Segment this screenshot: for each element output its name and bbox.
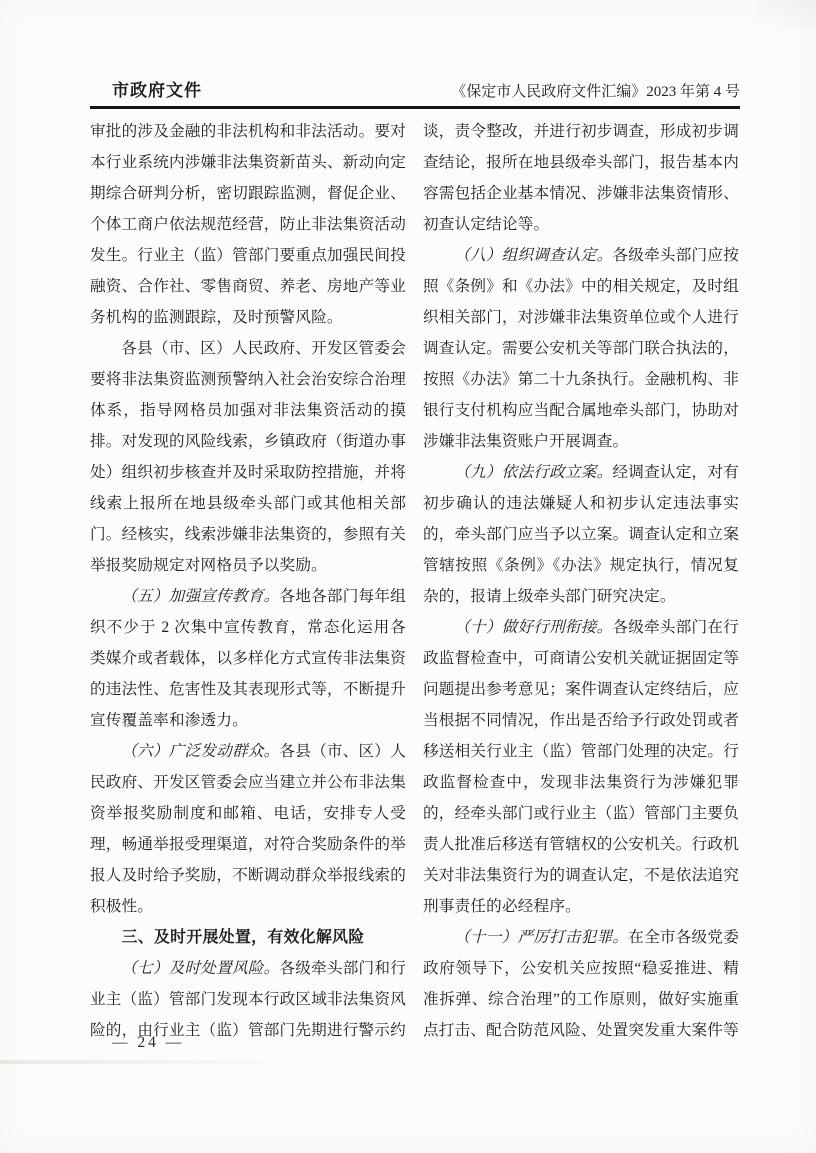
- page-header: [90, 76, 740, 109]
- item-lead-label: （十）做好行刑衔接。: [454, 619, 613, 636]
- paragraph-text: 各级牵头部门应按照《条例》和《办法》中的相关规定，及时组织相关部门，对涉嫌非法集资单位或个人进行调查认定。需要公安机关等部门联合执法的，按照《办法》第二十九条执行。金融机构、非银行支付机构应当配合属地牵头部门，协助对涉嫌非法集资账户开展调查。: [423, 247, 740, 450]
- item-lead-label: （七）及时处置风险。: [121, 960, 280, 977]
- paragraph-text: 经调查认定，对有初步确认的违法嫌疑人和初步认定违法事实的，牵头部门应当予以立案。调查认定和立案管辖按照《条例》《办法》规定执行，情况复杂的，报请上级牵头部门研究决定。: [423, 464, 740, 605]
- paragraph-text: 各级牵头部门和行业主（监）管部门发现本行政区域非法集资风险的，由行业主（监）管部门先期进行警示约: [90, 960, 407, 1039]
- page-number: — 24 —: [112, 1034, 185, 1051]
- paragraph-item-10: [423, 612, 739, 922]
- header-doc-category: 市政府文件: [112, 81, 202, 100]
- paragraph-item-9: [423, 457, 739, 612]
- scan-artifact-corner: [756, 0, 816, 30]
- paragraph-text: 各级牵头部门在行政监督检查中，可商请公安机关就证据固定等问题提出参考意见；案件调查认定终结后，应当根据不同情况，作出是否给予行政处罚或者移送相关行业主（监）管部门处理的决定。行政监督检查中，发现非法集资行为涉嫌犯罪的，经牵头部门或行业主（监）管部门主要负责人批准后移送有管辖权的公安机关。行政机关对非法集资行为的调查认定，不是依法追究刑事责任的必经程序。: [423, 619, 740, 915]
- item-lead-label: （十一）严厉打击犯罪。: [454, 929, 629, 946]
- left-column: [90, 116, 406, 1046]
- paragraph-text: 各县（市、区）人民政府、开发区管委会要将非法集资监测预警纳入社会治安综合治理体系，指导网格员加强对非法集资活动的摸排。对发现的风险线索，乡镇政府（街道办事处）组织初步核查并及时采取防控措施，并将线索上报所在地县级牵头部门或其他相关部门。经核实，线索涉嫌非法集资的，参照有关举报奖励规定对网格员予以奖励。: [90, 340, 406, 574]
- scan-artifact-streak: [0, 1060, 300, 1064]
- paragraph-text: 在全市各级党委政府领导下，公安机关应按照“稳妥推进、精准拆弹、综合治理”的工作原则，做好实施重点打击、配合防范风险、处置突发重大案件等: [423, 929, 740, 1039]
- item-lead-label: （五）加强宣传教育。: [121, 588, 280, 605]
- paragraph-item-7: [90, 953, 406, 1046]
- paragraph-item-11: [423, 922, 739, 1046]
- paragraph-item-5: [90, 581, 406, 736]
- paragraph-continuation: [423, 116, 739, 240]
- paragraph-text: 各地各部门每年组织不少于 2 次集中宣传教育，常态化运用各类媒介或者载体，以多样化方式宣传非法集资的违法性、危害性及其表现形式等，不断提升宣传覆盖率和渗透力。: [90, 588, 407, 729]
- document-body: [90, 116, 740, 1046]
- item-lead-label: （六）广泛发动群众。: [121, 743, 280, 760]
- paragraph-item-6: [90, 736, 406, 922]
- paragraph-text: 谈，责令整改，并进行初步调查，形成初步调查结论，报所在地县级牵头部门，报告基本内容需包括企业基本情况、涉嫌非法集资情形、初查认定结论等。: [423, 123, 739, 233]
- header-compilation-title: 《保定市人民政府文件汇编》2023 年第 4 号: [451, 84, 740, 100]
- paragraph-continuation: [90, 116, 406, 333]
- section-heading: 三、及时开展处置，有效化解风险: [121, 929, 365, 946]
- paragraph-text: 审批的涉及金融的非法机构和非法活动。要对本行业系统内涉嫌非法集资新苗头、新动向定期综合研判分析，密切跟踪监测，督促企业、个体工商户依法规范经营，防止非法集资活动发生。行业主（监）管部门要重点加强民间投融资、合作社、零售商贸、养老、房地产等业务机构的监测跟踪，及时预警风险。: [90, 123, 406, 326]
- right-column: [423, 116, 739, 1046]
- paragraph-item-8: [423, 240, 739, 457]
- paragraph: [90, 333, 406, 581]
- paragraph-text: 各县（市、区）人民政府、开发区管委会应当建立并公布非法集资举报奖励制度和邮箱、电话，安排专人受理，畅通举报受理渠道，对符合奖励条件的举报人及时给予奖励，不断调动群众举报线索的积极性。: [90, 743, 407, 915]
- item-lead-label: （九）依法行政立案。: [454, 464, 613, 481]
- item-lead-label: （八）组织调查认定。: [454, 247, 613, 264]
